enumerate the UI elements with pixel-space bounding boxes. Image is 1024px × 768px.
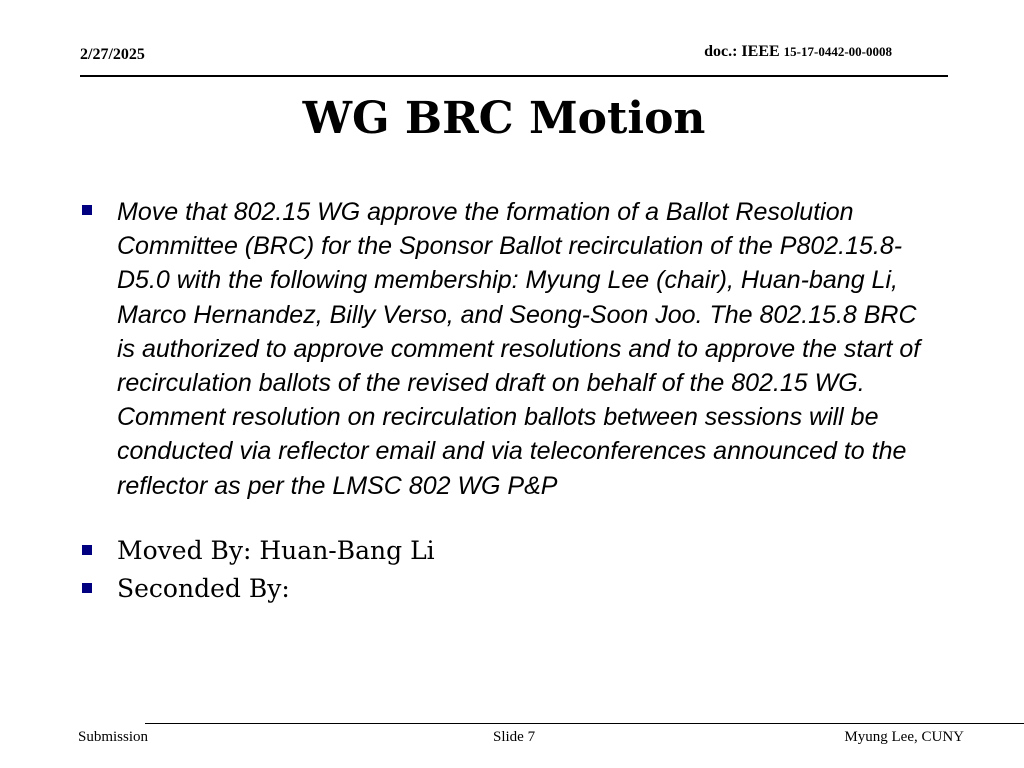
footer-slide-number: Slide 7 bbox=[493, 729, 536, 745]
motion-text: Move that 802.15 WG approve the formation of a Ballot Resolution Committee (BRC) for the Sponsor Ballot recirculation of the P802.15.8-D5.0 with the following membership: Myung Lee (chair), Huan-bang Li, Marco Hernandez, Billy Verso, and Seong-Soon Joo. The 802.15.8 BRC is authorized to approve comment resolutions and to approve the start of recirculation ballots of the revised draft on behalf of the 802.15 WG. Comment resolution on recirculation ballots between sessions will be conducted via reflector email and via teleconferences announced to the reflector as per the LMSC 802 WG P&P bbox=[117, 198, 921, 500]
bullet-list bbox=[80, 195, 960, 608]
footer-divider bbox=[145, 723, 1024, 724]
motion-bullet bbox=[80, 195, 960, 503]
moved-by-text: Moved By: Huan-Bang Li bbox=[117, 535, 435, 565]
moved-by-bullet bbox=[80, 532, 960, 570]
header-date: 2/27/2025 bbox=[80, 46, 145, 63]
header-doc-number: 15-17-0442-00-0008 bbox=[783, 44, 892, 59]
header-divider bbox=[80, 75, 948, 77]
footer-author: Myung Lee, CUNY bbox=[844, 729, 964, 745]
seconded-by-bullet bbox=[80, 570, 960, 608]
header-doc-id bbox=[704, 43, 892, 61]
footer-submission: Submission bbox=[78, 729, 149, 745]
square-bullet-icon bbox=[82, 545, 92, 555]
square-bullet-icon bbox=[82, 205, 92, 215]
seconded-by-text: Seconded By: bbox=[117, 573, 290, 603]
header-doc-prefix: doc.: IEEE bbox=[704, 43, 780, 60]
slide-title: WG BRC Motion bbox=[302, 93, 706, 144]
square-bullet-icon bbox=[82, 583, 92, 593]
